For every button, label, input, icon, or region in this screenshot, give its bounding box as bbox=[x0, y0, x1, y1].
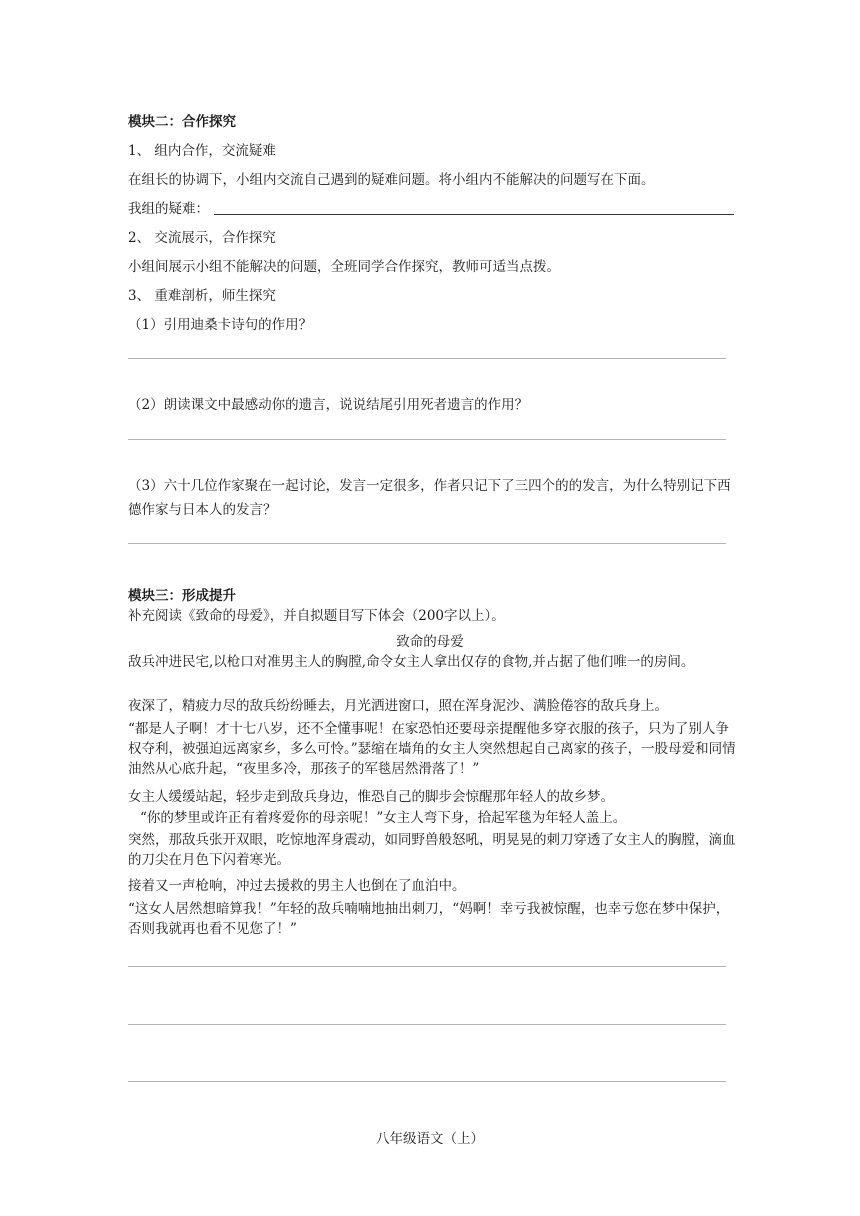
module2-heading: 模块二：合作探究 bbox=[128, 114, 236, 130]
answer-line-3[interactable] bbox=[128, 543, 726, 544]
question-3: （3）六十几位作家聚在一起讨论，发言一定很多，作者只记下了三四个的的发言，为什么特别记下西德作家与日本人的发言？ bbox=[128, 478, 731, 518]
doubt-answer-line[interactable] bbox=[214, 214, 734, 215]
section1-body: 在组长的协调下，小组内交流自己遇到的疑难问题。将小组内不能解决的问题写在下面。 bbox=[128, 172, 655, 188]
story-paragraph: 女主人缓缓站起，轻步走到敌兵身边，惟恐自己的脚步会惊醒那年轻人的故乡梦。 bbox=[128, 789, 614, 805]
reading-instruction: 补充阅读《致命的母爱》，并自拟题目写下体会（200字以上）。 bbox=[128, 608, 505, 624]
story-paragraph: “都是人子啊！才十七八岁，还不全懂事呢！在家恐怕还要母亲提醒他多穿衣服的孩子，只为了别人争权夺利，被强迫远离家乡，多么可怜。”瑟缩在墙角的女主人突然想起自己离家的孩子，一股母爱和同情油然从心底升起，“夜里多冷，那孩子的军毯居然滑落了！” bbox=[128, 721, 736, 777]
story-paragraph: 接着又一声枪响，冲过去援救的男主人也倒在了血泊中。 bbox=[128, 878, 466, 894]
question-1: （1）引用迪桑卡诗句的作用？ bbox=[128, 317, 313, 333]
answer-line-1[interactable] bbox=[128, 358, 726, 359]
section2-body: 小组间展示小组不能解决的问题，全班同学合作探究，教师可适当点拨。 bbox=[128, 259, 560, 275]
story-paragraph: 夜深了，精疲力尽的敌兵纷纷睡去，月光洒进窗口，照在浑身泥沙、满脸倦容的敌兵身上。 bbox=[128, 698, 668, 714]
writing-line-3[interactable] bbox=[128, 1081, 726, 1082]
writing-line-2[interactable] bbox=[128, 1024, 726, 1025]
question-2: （2）朗读课文中最感动你的遗言，说说结尾引用死者遗言的作用？ bbox=[128, 397, 529, 413]
writing-line-1[interactable] bbox=[128, 966, 726, 967]
section3-title: 3、 重难剖析，师生探究 bbox=[128, 288, 276, 304]
doubt-label: 我组的疑难： bbox=[128, 201, 209, 217]
section1-title: 1、 组内合作，交流疑难 bbox=[128, 143, 276, 159]
page-footer: 八年级语文（上） bbox=[376, 1131, 484, 1147]
answer-line-2[interactable] bbox=[128, 439, 726, 440]
story-paragraph: 敌兵冲进民宅,以枪口对准男主人的胸膛,命令女主人拿出仅存的食物,并占据了他们唯一的房间。 bbox=[128, 654, 695, 670]
story-paragraph: “你的梦里或许正有着疼爱你的母亲呢！”女主人弯下身，拾起军毯为年轻人盖上。 bbox=[140, 810, 627, 826]
story-paragraph: “这女人居然想暗算我！”年轻的敌兵喃喃地抽出刺刀，“妈啊！幸亏我被惊醒，也幸亏您在梦中保护，否则我就再也看不见您了！” bbox=[128, 901, 730, 937]
section2-title: 2、 交流展示，合作探究 bbox=[128, 230, 276, 246]
story-title: 致命的母爱 bbox=[396, 634, 464, 650]
story-paragraph: 突然，那敌兵张开双眼，吃惊地浑身震动，如同野兽般怒吼，明晃晃的刺刀穿透了女主人的胸膛，滴血的刀尖在月色下闪着寒光。 bbox=[128, 832, 736, 868]
module3-heading: 模块三：形成提升 bbox=[128, 588, 236, 604]
